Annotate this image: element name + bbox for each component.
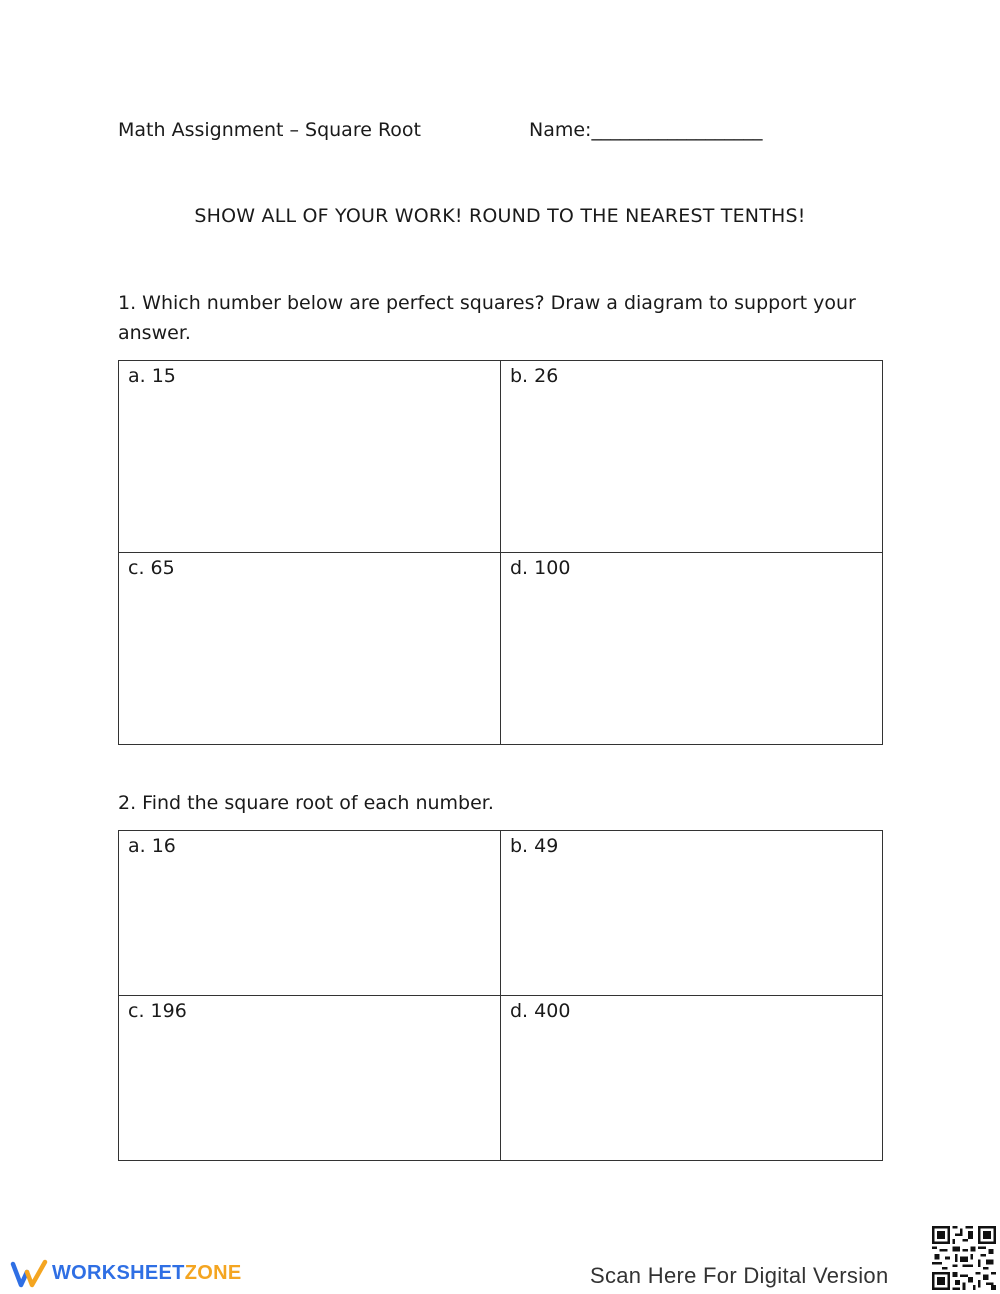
item-label: b. 49 xyxy=(510,835,559,857)
answer-box xyxy=(119,996,501,1161)
worksheetzone-logo-icon xyxy=(10,1258,50,1290)
question-1-prompt: 1. Which number below are perfect squares? Draw a diagram to support your answer. xyxy=(118,292,856,344)
item-label: c. 196 xyxy=(128,1000,187,1022)
question-1-answer-grid xyxy=(118,360,883,745)
qr-code-icon[interactable] xyxy=(932,1226,996,1290)
item-label: b. 26 xyxy=(510,365,559,387)
assignment-title: Math Assignment – Square Root xyxy=(118,119,421,141)
name-field-label: Name:__________________ xyxy=(529,119,763,141)
scan-instruction: Scan Here For Digital Version xyxy=(590,1263,889,1288)
answer-box xyxy=(119,831,501,996)
item-label: a. 16 xyxy=(128,835,176,857)
instructions: SHOW ALL OF YOUR WORK! ROUND TO THE NEAREST TENTHS! xyxy=(194,205,806,227)
item-label: d. 100 xyxy=(510,557,571,579)
item-label: a. 15 xyxy=(128,365,176,387)
answer-box xyxy=(119,361,501,553)
item-label: d. 400 xyxy=(510,1000,571,1022)
answer-box xyxy=(119,553,501,745)
answer-box xyxy=(501,831,883,996)
question-2-answer-grid xyxy=(118,830,883,1161)
item-label: c. 65 xyxy=(128,557,175,579)
answer-box xyxy=(501,996,883,1161)
question-2-prompt: 2. Find the square root of each number. xyxy=(118,792,494,814)
answer-box xyxy=(501,361,883,553)
brand-wordmark: WORKSHEETZONE xyxy=(52,1262,242,1284)
answer-box xyxy=(501,553,883,745)
